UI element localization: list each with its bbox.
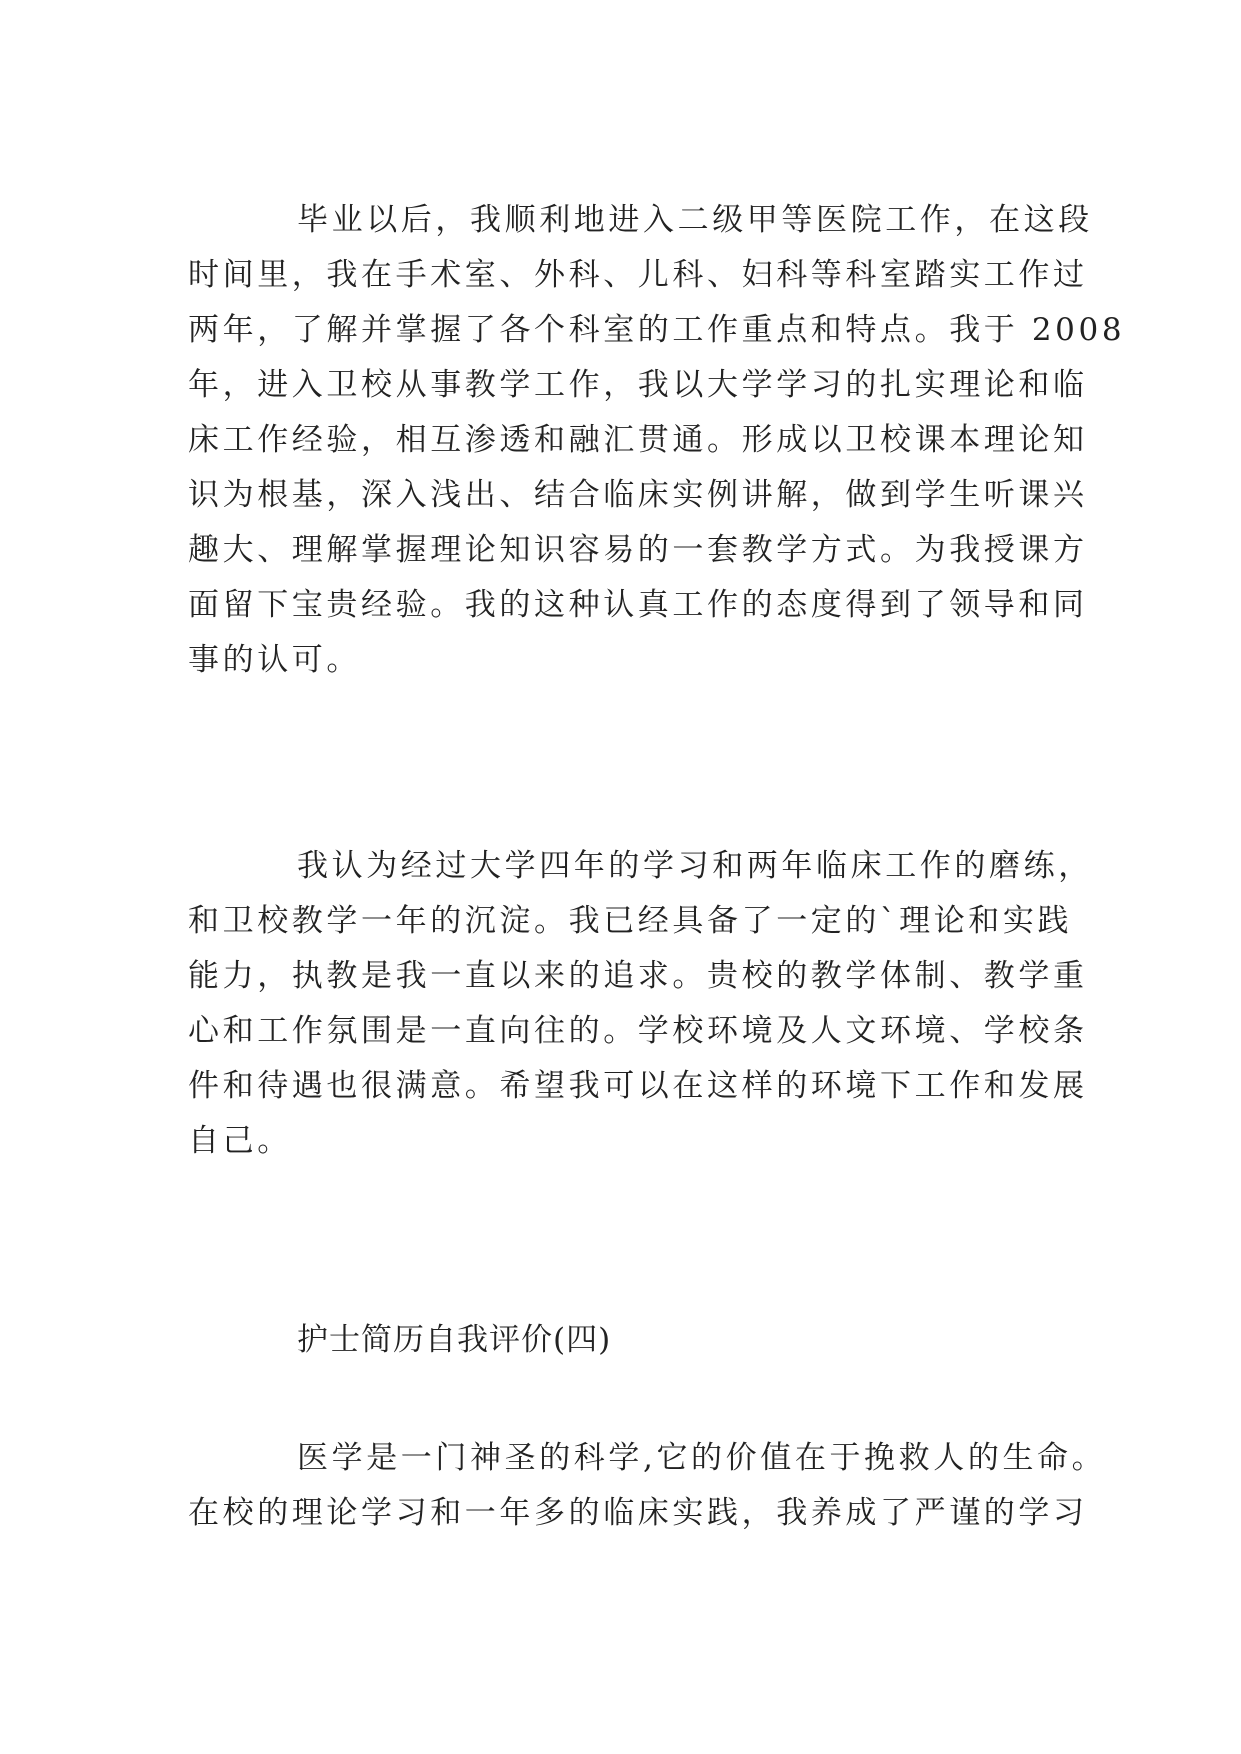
paragraph-1-line-1: 毕业以后，我顺利地进入二级甲等医院工作，在这段 <box>297 202 1093 238</box>
paragraph-3-line-1: 医学是一门神圣的科学,它的价值在于挽救人的生命。 <box>297 1440 1107 1476</box>
paragraph-3-line-2: 在校的理论学习和一年多的临床实践，我养成了严谨的学习 <box>188 1495 1088 1531</box>
paragraph-2-line-1: 我认为经过大学四年的学习和两年临床工作的磨练， <box>297 848 1093 884</box>
paragraph-2-line-4: 心和工作氛围是一直向往的。学校环境及人文环境、学校条 <box>188 1013 1088 1049</box>
paragraph-1-line-8: 面留下宝贵经验。我的这种认真工作的态度得到了领导和同 <box>188 587 1088 623</box>
paragraph-2-line-3: 能力，执教是我一直以来的追求。贵校的教学体制、教学重 <box>188 958 1088 994</box>
paragraph-1-line-2: 时间里，我在手术室、外科、儿科、妇科等科室踏实工作过 <box>188 257 1088 293</box>
section-subtitle: 护士简历自我评价(四) <box>297 1322 612 1358</box>
paragraph-1-line-4: 年，进入卫校从事教学工作，我以大学学习的扎实理论和临 <box>188 367 1088 403</box>
paragraph-1-line-3: 两年，了解并掌握了各个科室的工作重点和特点。我于 2008 <box>188 312 1126 348</box>
paragraph-1-line-6: 识为根基，深入浅出、结合临床实例讲解，做到学生听课兴 <box>188 477 1088 513</box>
paragraph-2-line-5: 件和待遇也很满意。希望我可以在这样的环境下工作和发展 <box>188 1068 1088 1104</box>
paragraph-1-line-9: 事的认可。 <box>188 642 361 678</box>
paragraph-1-line-5: 床工作经验，相互渗透和融汇贯通。形成以卫校课本理论知 <box>188 422 1088 458</box>
paragraph-2-line-2: 和卫校教学一年的沉淀。我已经具备了一定的`理论和实践 <box>188 903 1073 939</box>
paragraph-2-line-6: 自己。 <box>188 1123 292 1159</box>
paragraph-1-line-7: 趣大、理解掌握理论知识容易的一套教学方式。为我授课方 <box>188 532 1088 568</box>
